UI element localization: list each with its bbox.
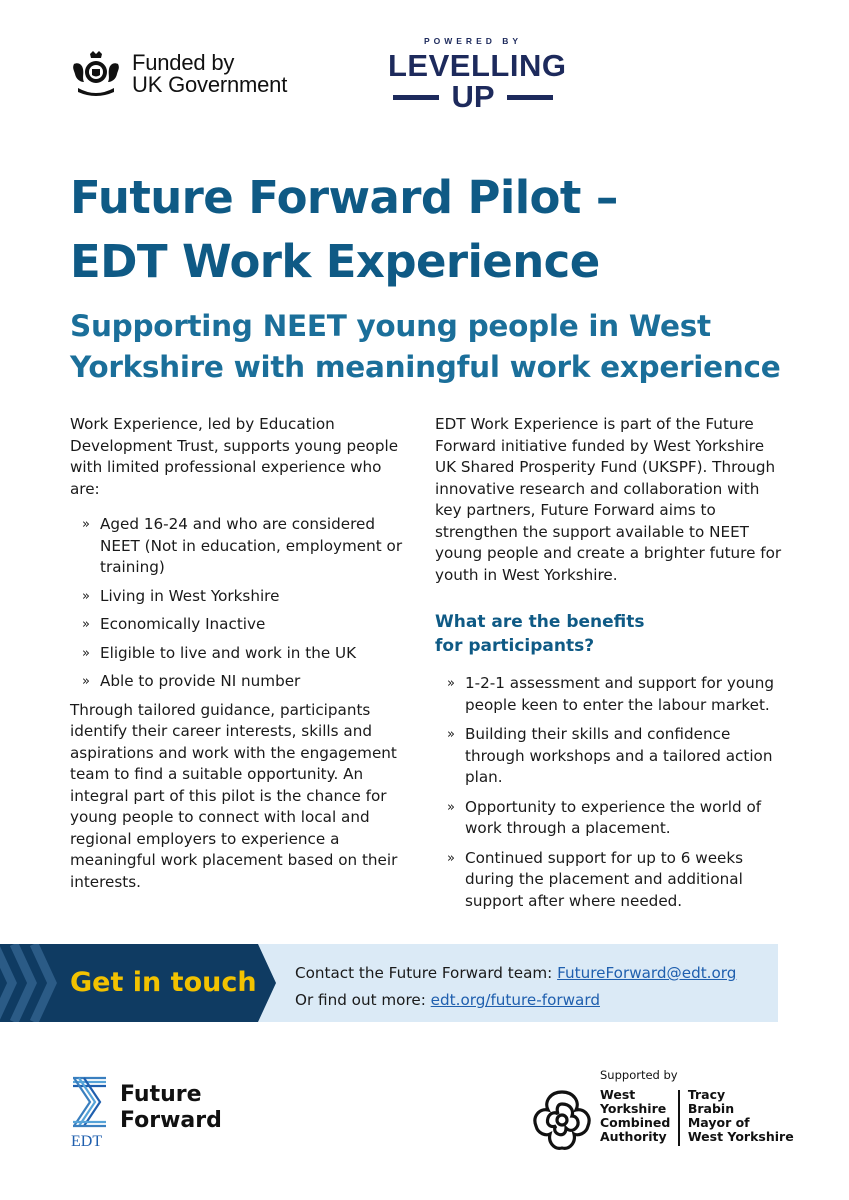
- bullet-icon: »: [82, 674, 90, 689]
- get-in-touch-heading: Get in touch: [70, 967, 257, 998]
- up-text: UP: [451, 79, 495, 114]
- title-line-1: Future Forward Pilot –: [70, 171, 618, 224]
- list-item: [70, 586, 405, 608]
- funded-by-line: Funded by: [132, 50, 235, 75]
- bullet-icon: »: [82, 517, 90, 532]
- divider-bar: [507, 95, 553, 100]
- contact-details: [295, 960, 736, 1014]
- list-item-text: Able to provide NI number: [100, 672, 301, 690]
- more-label: Or find out more:: [295, 991, 431, 1009]
- list-item-text: Opportunity to experience the world of work through a placement.: [465, 797, 762, 837]
- list-item-text: Economically Inactive: [100, 615, 266, 633]
- contact-label: Contact the Future Forward team:: [295, 964, 558, 982]
- royal-crest-icon: [70, 50, 122, 98]
- mayor-line-1: Tracy: [687, 1087, 726, 1102]
- west-yorkshire-logo: [530, 1088, 794, 1152]
- benefits-list: [435, 673, 785, 912]
- divider-bar: [393, 95, 439, 100]
- list-item: [70, 671, 405, 693]
- wyca-line-3: Combined: [600, 1115, 671, 1130]
- wyca-wordmark: [600, 1088, 670, 1144]
- list-item-text: Aged 16-24 and who are considered NEET (Not in education, employment or training): [100, 515, 403, 576]
- powered-by-text: POWERED BY: [423, 36, 523, 46]
- funded-by-text: [132, 52, 287, 96]
- bullet-icon: »: [447, 850, 455, 866]
- page-title: [70, 166, 790, 294]
- list-item: [435, 673, 785, 716]
- bullet-icon: »: [82, 588, 90, 604]
- wyca-line-2: Yorkshire: [600, 1101, 667, 1116]
- list-item: [435, 724, 785, 789]
- benefits-heading-line-2: for participants?: [435, 636, 595, 656]
- more-line: [295, 987, 736, 1014]
- edt-sigma-icon: [70, 1074, 110, 1150]
- uk-government-logo: [70, 50, 287, 98]
- supported-by-label: Supported by: [600, 1068, 678, 1082]
- benefits-heading: [435, 610, 785, 658]
- list-item-text: 1-2-1 assessment and support for young people keen to enter the labour market.: [465, 674, 775, 714]
- mayor-line-2: Brabin: [687, 1101, 735, 1116]
- website-link[interactable]: edt.org/future-forward: [430, 991, 600, 1009]
- eligibility-list: [70, 514, 405, 693]
- logo-divider: [678, 1090, 680, 1146]
- svg-text:EDT: EDT: [71, 1133, 103, 1150]
- bullet-icon: »: [447, 799, 455, 815]
- right-column: [435, 414, 785, 920]
- future-forward-logo: [70, 1074, 222, 1150]
- mayor-line-3: Mayor of: [687, 1115, 750, 1130]
- mayor-line-4: West Yorkshire: [687, 1129, 794, 1144]
- bullet-icon: »: [82, 617, 90, 632]
- levelling-up-logo: [388, 36, 567, 114]
- list-item-text: Eligible to live and work in the UK: [100, 643, 357, 662]
- subtitle-line-1: Supporting NEET young people in West: [70, 309, 711, 343]
- list-item-text: Continued support for up to 6 weeks during the placement and additional support after where needed.: [465, 848, 744, 910]
- wyca-line-1: West: [600, 1087, 636, 1102]
- wordmark-line-2: Forward: [120, 1108, 222, 1133]
- list-item-text: Building their skills and confidence through workshops and a tailored action plan.: [465, 725, 773, 786]
- intro-paragraph: Work Experience, led by Education Development Trust, supports young people with limited professional experience who are:: [70, 415, 399, 498]
- bullet-icon: »: [82, 645, 90, 661]
- wyca-line-4: Authority: [600, 1129, 667, 1144]
- bullet-icon: »: [447, 676, 455, 691]
- list-item-text: Living in West Yorkshire: [100, 586, 280, 605]
- left-column: [70, 414, 405, 893]
- subtitle-line-2: Yorkshire with meaningful work experience: [70, 350, 781, 384]
- email-link[interactable]: FutureForward@edt.org: [557, 964, 737, 982]
- levelling-text: LEVELLING: [388, 48, 567, 83]
- initiative-paragraph: EDT Work Experience is part of the Future Forward initiative funded by West Yorkshire UK Shared Prosperity Fund (UKSPF). Through innovative research and collaboration with key partners, Future Forward aims to strengthen the support available to NEET young people and create a brighter future for youth in West Yorkshire.: [435, 415, 782, 584]
- future-forward-wordmark: [120, 1082, 222, 1134]
- up-row: [388, 79, 558, 114]
- title-line-2: EDT Work Experience: [70, 235, 600, 288]
- list-item: [70, 643, 405, 665]
- benefits-heading-line-1: What are the benefits: [435, 612, 645, 632]
- wordmark-line-1: Future: [120, 1082, 202, 1107]
- list-item: [435, 797, 785, 840]
- list-item: [70, 514, 405, 579]
- page-subtitle: [70, 306, 790, 388]
- list-item: [70, 614, 405, 636]
- contact-line: [295, 960, 736, 987]
- yorkshire-rose-icon: [530, 1088, 594, 1152]
- guidance-paragraph: Through tailored guidance, participants identify their career interests, skills and aspirations and work with the engagement team to find a suitable opportunity. An integral part of this pilot is the chance for young people to connect with local and regional employers to experience a meaningful work placement based on their interests.: [70, 700, 398, 891]
- bullet-icon: »: [447, 727, 455, 742]
- mayor-wordmark: [688, 1088, 794, 1144]
- uk-government-line: UK Government: [132, 72, 288, 97]
- list-item: [435, 848, 785, 913]
